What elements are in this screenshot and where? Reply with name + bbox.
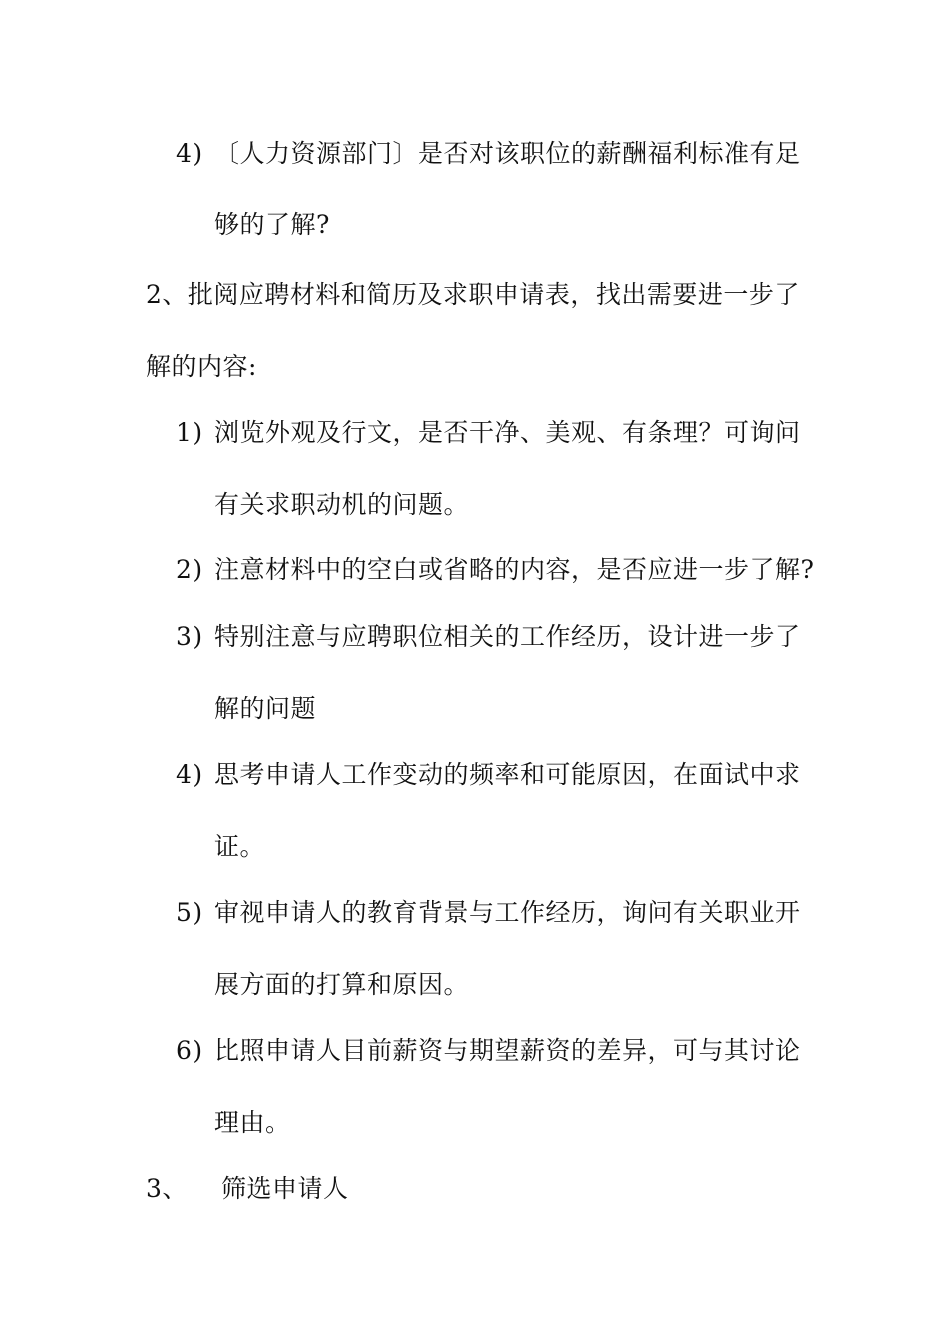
item-text: 浏览外观及行文，是否干净、美观、有条理？可询问 — [214, 418, 801, 447]
item-number: 4) — [176, 139, 203, 168]
section-heading-text: 筛选申请人 — [221, 1174, 349, 1203]
item-number: 6) — [176, 1036, 203, 1065]
item-number: 4) — [176, 760, 203, 789]
item-2-line-1 — [176, 553, 814, 587]
item-text: 特别注意与应聘职位相关的工作经历，设计进一步了 — [214, 622, 801, 651]
item-text: 理由。 — [214, 1108, 291, 1137]
item-5-line-2 — [214, 968, 469, 1002]
item-4b-line-1 — [176, 758, 801, 792]
section-heading-text: 解的内容: — [146, 352, 257, 381]
item-6-line-2 — [214, 1106, 291, 1140]
section-heading-text: 2、批阅应聘材料和简历及求职申请表，找出需要进一步了 — [146, 280, 800, 309]
item-1-line-2 — [214, 488, 469, 522]
item-text: 思考申请人工作变动的频率和可能原因，在面试中求 — [214, 760, 801, 789]
item-4b-line-2 — [214, 830, 265, 864]
item-3-line-2 — [214, 692, 316, 726]
section-2-line-1 — [146, 278, 800, 312]
item-6-line-1 — [176, 1034, 801, 1068]
item-text: 比照申请人目前薪资与期望薪资的差异，可与其讨论 — [214, 1036, 801, 1065]
section-number: 3、 — [146, 1174, 188, 1203]
item-text: 有关求职动机的问题。 — [214, 490, 470, 519]
item-5-line-1 — [176, 896, 801, 930]
section-3-line-1 — [146, 1172, 349, 1206]
item-text: 够的了解? — [214, 210, 330, 239]
item-text: 解的问题 — [214, 694, 317, 723]
item-number: 2) — [176, 555, 203, 584]
item-number: 3) — [176, 622, 203, 651]
section-2-line-2 — [146, 350, 257, 384]
item-number: 1) — [176, 418, 203, 447]
item-number: 5) — [176, 898, 203, 927]
item-1-line-1 — [176, 416, 801, 450]
item-text: 〔人力资源部门〕是否对该职位的薪酬福利标准有足 — [214, 139, 801, 168]
item-3-line-1 — [176, 620, 801, 654]
item-4-line-2 — [214, 208, 330, 242]
item-4-line-1 — [176, 137, 801, 171]
item-text: 展方面的打算和原因。 — [214, 970, 470, 999]
item-text: 注意材料中的空白或省略的内容，是否应进一步了解? — [214, 555, 815, 584]
item-text: 审视申请人的教育背景与工作经历，询问有关职业开 — [214, 898, 801, 927]
item-text: 证。 — [214, 832, 266, 861]
